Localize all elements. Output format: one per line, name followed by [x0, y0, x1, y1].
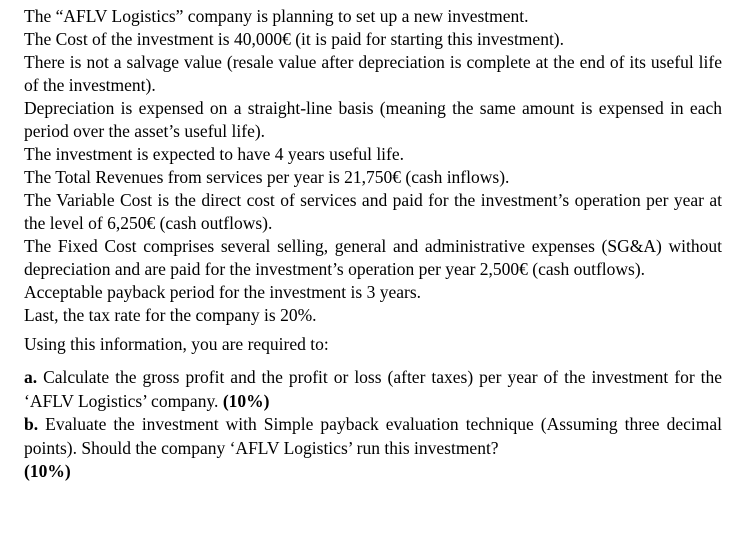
question-a-marks: (10%): [222, 390, 270, 411]
paragraph-payback: Acceptable payback period for the investment is 3 years.: [24, 282, 422, 302]
question-a-text: Calculate the gross profit and the profit or loss (after taxes) per year of the investment for the ‘AFLV Logistics’ company.: [24, 367, 723, 411]
question-a: [24, 366, 722, 413]
paragraph-useful-life: The investment is expected to have 4 years useful life.: [24, 144, 405, 164]
question-a-label: a.: [24, 367, 38, 387]
question-b: [24, 413, 722, 484]
document-body: [24, 5, 722, 484]
instruction-text: Using this information, you are required to:: [24, 334, 329, 354]
paragraph-salvage: There is not a salvage value (resale value after depreciation is complete at the end of its useful life of the investment).: [24, 52, 722, 95]
question-b-label: b.: [24, 414, 39, 434]
paragraph-depreciation: Depreciation is expensed on a straight-line basis (meaning the same amount is expensed in each period over the asset’s useful life).: [24, 98, 722, 141]
paragraph-fixed-cost: The Fixed Cost comprises several selling, general and administrative expenses (SG&A) without depreciation and are paid for the investment’s operation per year 2,500€ (cash outflows).: [24, 236, 722, 279]
paragraph-cost: The Cost of the investment is 40,000€ (it is paid for starting this investment).: [24, 29, 565, 49]
question-b-marks: (10%): [24, 461, 71, 481]
paragraph-intro: The “AFLV Logistics” company is planning to set up a new investment.: [24, 6, 529, 26]
question-b-text: Evaluate the investment with Simple payback evaluation technique (Assuming three decimal points). Should the company ‘AFLV Logistics’ run this investment?: [24, 414, 723, 458]
paragraph-variable-cost: The Variable Cost is the direct cost of services and paid for the investment’s operation per year at the level of 6,250€ (cash outflows).: [24, 190, 722, 233]
paragraph-revenues: The Total Revenues from services per year is 21,750€ (cash inflows).: [24, 167, 510, 187]
paragraph-tax-rate: Last, the tax rate for the company is 20%.: [24, 305, 317, 325]
